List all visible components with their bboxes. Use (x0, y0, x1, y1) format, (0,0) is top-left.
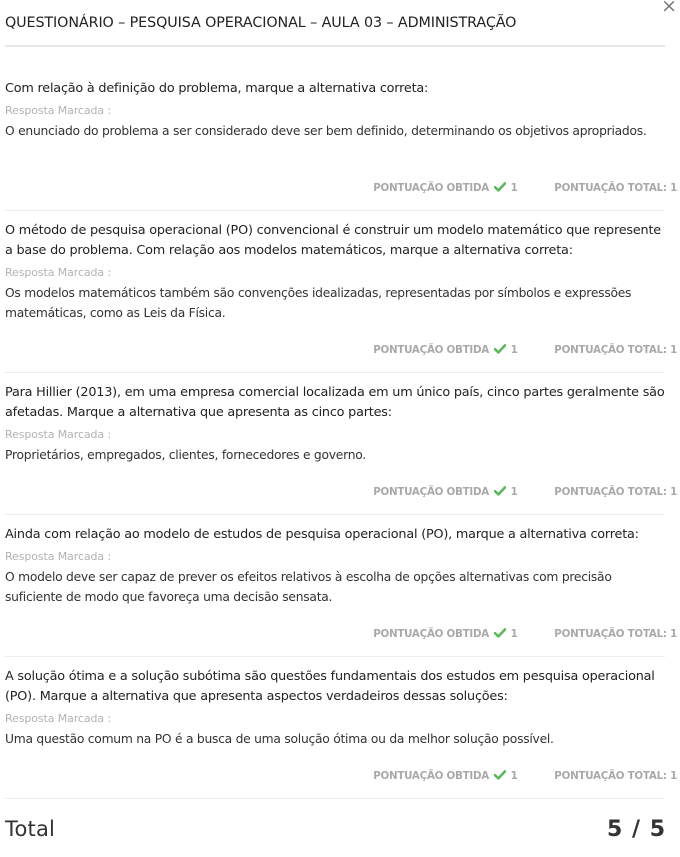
question-text: Ainda com relação ao modelo de estudos de pesquisa operacional (PO), marque a alternativa correta: (5, 527, 639, 542)
obtained-score-label: PONTUAÇÃO OBTIDA (373, 344, 489, 356)
marked-answer: O modelo deve ser capaz de prever os efeitos relativos à escolha de opções alternativas com precisão suficiente de modo que favoreça uma decisão sensata. (5, 570, 612, 604)
answer-label: Resposta Marcada : (5, 266, 112, 279)
obtained-score-label: PONTUAÇÃO OBTIDA (373, 770, 489, 782)
obtained-score-value: 1 (510, 628, 518, 640)
marked-answer: Proprietários, empregados, clientes, fornecedores e governo. (5, 448, 366, 462)
answer-label: Resposta Marcada : (5, 712, 112, 725)
total-score-label: PONTUAÇÃO TOTAL: 1 (554, 486, 677, 498)
total-score-value: 5 / 5 (607, 817, 666, 842)
total-score-label: PONTUAÇÃO TOTAL: 1 (554, 628, 677, 640)
obtained-score-value: 1 (510, 182, 518, 194)
score-row (373, 768, 677, 784)
close-icon: × (661, 0, 677, 17)
close-button[interactable] (661, 0, 677, 16)
question-item (5, 667, 665, 749)
page-title: QUESTIONÁRIO – PESQUISA OPERACIONAL – AULA 03 – ADMINISTRAÇÃO (5, 15, 517, 31)
question-divider (5, 514, 665, 515)
answer-label: Resposta Marcada : (5, 550, 112, 563)
total-label: Total (5, 817, 56, 841)
question-item (5, 79, 665, 141)
obtained-score-value: 1 (510, 344, 518, 356)
obtained-score-label: PONTUAÇÃO OBTIDA (373, 182, 489, 194)
marked-answer: Os modelos matemáticos também são convenções idealizadas, representadas por símbolos e expressões matemáticas, como as Leis da Física. (5, 286, 632, 320)
question-divider (5, 656, 665, 657)
title-divider (5, 45, 665, 47)
question-text: A solução ótima e a solução subótima são questões fundamentais dos estudos em pesquisa operacional (PO). Marque a alternativa que apresenta aspectos verdadeiros dessas soluções: (5, 669, 655, 704)
question-divider (5, 372, 665, 373)
marked-answer: Uma questão comum na PO é a busca de uma solução ótima ou da melhor solução possível. (5, 732, 554, 746)
question-divider (5, 210, 665, 211)
score-row (373, 626, 677, 642)
check-icon (494, 628, 506, 638)
obtained-score-value: 1 (510, 770, 518, 782)
total-score-label: PONTUAÇÃO TOTAL: 1 (554, 344, 677, 356)
obtained-score-value: 1 (510, 486, 518, 498)
answer-label: Resposta Marcada : (5, 104, 112, 117)
answer-label: Resposta Marcada : (5, 428, 112, 441)
obtained-score-label: PONTUAÇÃO OBTIDA (373, 486, 489, 498)
marked-answer: O enunciado do problema a ser considerado deve ser bem definido, determinando os objetivos apropriados. (5, 124, 647, 138)
question-divider (5, 798, 665, 799)
total-score-label: PONTUAÇÃO TOTAL: 1 (554, 770, 677, 782)
score-row (373, 342, 677, 358)
question-text: O método de pesquisa operacional (PO) convencional é construir um modelo matemático que represente a base do problema. Com relação aos modelos matemáticos, marque a alternativa correta: (5, 223, 661, 258)
score-row (373, 180, 677, 196)
check-icon (494, 770, 506, 780)
total-score-label: PONTUAÇÃO TOTAL: 1 (554, 182, 677, 194)
check-icon (494, 344, 506, 354)
question-item (5, 383, 665, 465)
question-text: Para Hillier (2013), em uma empresa comercial localizada em um único país, cinco partes geralmente são afetadas. Marque a alternativa que apresenta as cinco partes: (5, 385, 665, 420)
question-item (5, 525, 665, 607)
check-icon (494, 182, 506, 192)
obtained-score-label: PONTUAÇÃO OBTIDA (373, 628, 489, 640)
score-row (373, 484, 677, 500)
check-icon (494, 486, 506, 496)
question-text: Com relação à definição do problema, marque a alternativa correta: (5, 81, 429, 96)
question-item (5, 221, 665, 323)
